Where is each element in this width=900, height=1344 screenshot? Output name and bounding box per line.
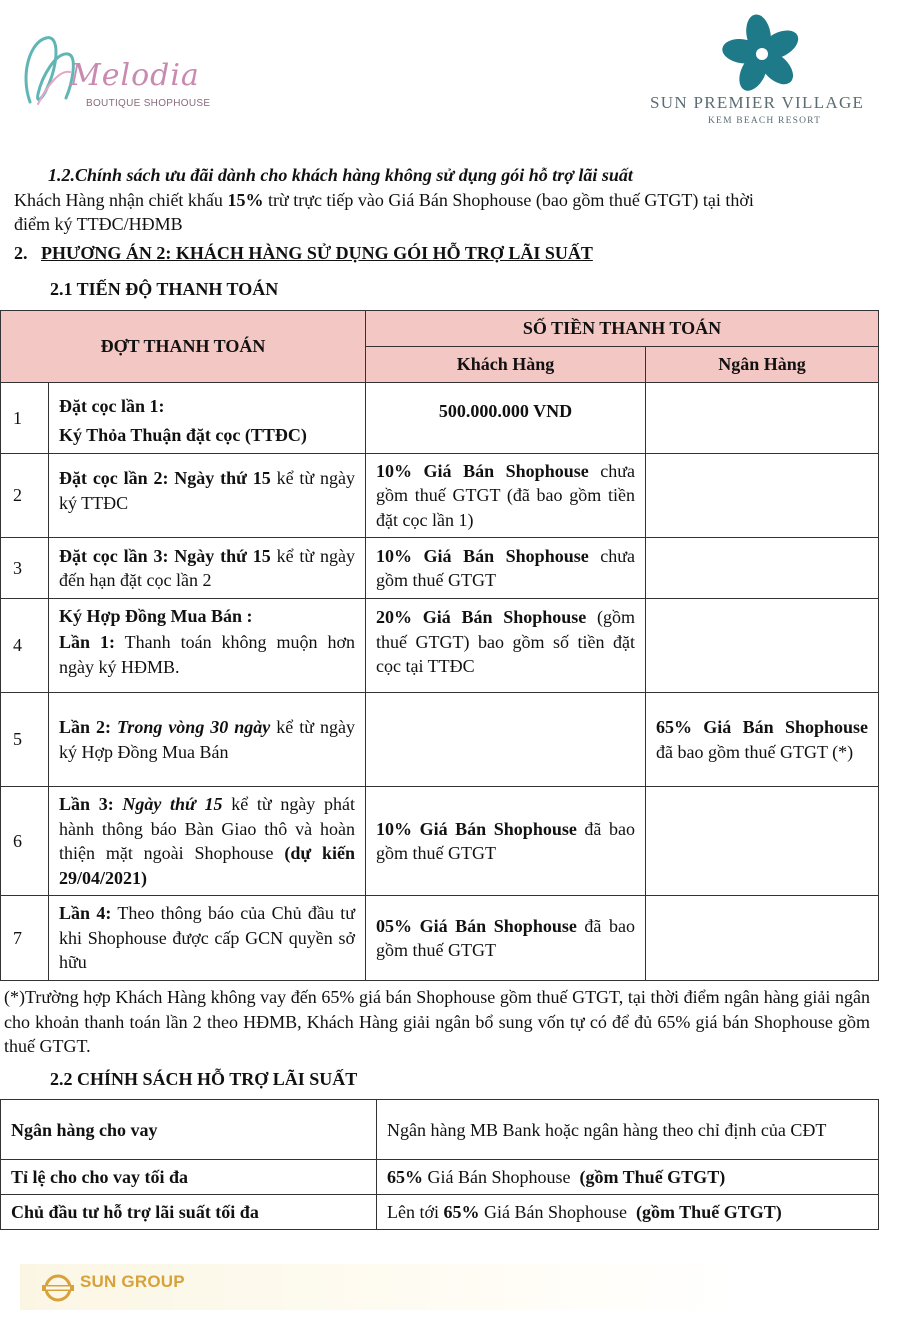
- header-customer: Khách Hàng: [366, 347, 646, 383]
- loan-value: [377, 1160, 879, 1195]
- loan-tax-note: (gồm Thuế GTGT): [579, 1167, 726, 1187]
- installment-cell: [49, 454, 366, 538]
- customer-amount: [366, 787, 646, 896]
- section-2-2-heading: 2.2 CHÍNH SÁCH HỖ TRỢ LÃI SUẤT: [50, 1069, 358, 1089]
- installment-title: Ký Hợp Đồng Mua Bán :: [59, 606, 253, 626]
- customer-amount-text: 500.000.000 VND: [438, 401, 573, 421]
- loan-value-text: Giá Bán Shophouse: [479, 1202, 637, 1222]
- installment-cell: [49, 538, 366, 599]
- loan-label: [1, 1100, 377, 1160]
- installment-cell: [49, 896, 366, 981]
- loan-label-text: Chủ đầu tư hỗ trợ lãi suất tối đa: [11, 1202, 259, 1222]
- table-row: [1, 896, 879, 981]
- melodia-wordmark: Melodia: [70, 58, 200, 93]
- loan-value-prefix: Lên tới: [387, 1202, 444, 1222]
- footnote: (*)Trường hợp Khách Hàng không vay đến 65% giá bán Shophouse gồm thuế GTGT, tại thời điểm ngân hàng giải ngân cho khoản thanh toán lần 2 theo HĐMB, Khách Hàng giải ngân bổ sung vốn tự có để đủ 65% giá bán Shophouse gồm thuế GTGT.: [4, 987, 870, 1056]
- installment-cell: [49, 787, 366, 896]
- customer-amount-text: đã bao gồm thuế GTGT: [376, 915, 635, 960]
- customer-amount: [366, 693, 646, 787]
- installment-title: Đặt cọc lần 1:: [59, 395, 165, 416]
- loan-label: [1, 1160, 377, 1195]
- installment-sub-title: Lần 1:: [59, 632, 115, 652]
- row-number: 5: [1, 693, 49, 787]
- table-row: [1, 599, 879, 693]
- row-number: 3: [1, 538, 49, 599]
- payment-schedule-table: [0, 310, 879, 981]
- section-1-2-text: [14, 188, 754, 236]
- loan-value-text: Ngân hàng MB Bank hoặc ngân hàng theo chỉ định của CĐT: [387, 1119, 827, 1140]
- section-2-heading: [14, 241, 593, 265]
- installment-desc: Theo thông báo của Chủ đầu tư khi Shophouse được cấp GCN quyền sở hữu: [59, 903, 355, 973]
- sun-group-brand: SUN GROUP: [80, 1272, 185, 1291]
- header-bank: Ngân Hàng: [646, 347, 879, 383]
- intro-text-b: trừ trực tiếp vào Giá Bán Shophouse (bao gồm thuế GTGT) tại thời: [263, 190, 754, 210]
- bank-amount-bold: 65% Giá Bán Shophouse: [656, 717, 868, 737]
- customer-amount-text: chưa gồm thuế GTGT (đã bao gồm tiền đặt cọc lần 1): [376, 460, 635, 530]
- installment-desc: kể từ ngày phát hành thông báo Bàn Giao thô và hoàn thiện mặt ngoài Shophouse: [59, 794, 355, 863]
- bank-amount: [646, 693, 879, 787]
- section-2-1-heading: 2.1 TIẾN ĐỘ THANH TOÁN: [50, 279, 279, 299]
- page-header: [0, 0, 900, 150]
- table-row: [1, 454, 879, 538]
- installment-cell: [49, 693, 366, 787]
- table-row: [1, 1160, 879, 1195]
- bank-amount: [646, 599, 879, 693]
- bank-amount: [646, 787, 879, 896]
- loan-value: [377, 1100, 879, 1160]
- row-number: 4: [1, 599, 49, 693]
- sun-premier-subtitle: KEM BEACH RESORT: [708, 116, 822, 126]
- customer-amount-bold: 10% Giá Bán Shophouse: [376, 818, 577, 839]
- table-row: [1, 693, 879, 787]
- section-2-title: PHƯƠNG ÁN 2: KHÁCH HÀNG SỬ DỤNG GÓI HỖ TRỢ LÃI SUẤT: [41, 243, 593, 263]
- installment-desc: kể từ ngày ký TTĐC: [59, 468, 355, 513]
- installment-title: Lần 2:: [59, 717, 117, 737]
- page-footer: [0, 1252, 900, 1322]
- sun-group-logo-icon: [40, 1274, 76, 1302]
- discount-percent: 15%: [227, 190, 264, 210]
- intro-text-a: Khách Hàng nhận chiết khấu: [14, 190, 228, 210]
- row-number: 7: [1, 896, 49, 981]
- header-amount: SỐ TIỀN THANH TOÁN: [366, 311, 879, 347]
- row-number: 2: [1, 454, 49, 538]
- bank-amount: [646, 538, 879, 599]
- installment-desc: kể từ ngày ký Hợp Đồng Mua Bán: [59, 717, 355, 762]
- customer-amount-text: (gồm thuế GTGT) bao gồm số tiền đặt cọc tại TTĐC: [376, 607, 635, 676]
- sun-premier-title: SUN PREMIER VILLAGE: [650, 93, 865, 112]
- customer-amount-text: đã bao gồm thuế GTGT: [376, 818, 635, 863]
- customer-amount-text: chưa gồm thuế GTGT: [376, 545, 635, 590]
- customer-amount: [366, 454, 646, 538]
- melodia-subtitle: BOUTIQUE SHOPHOUSE: [86, 98, 211, 109]
- customer-amount-bold: 10% Giá Bán Shophouse: [376, 460, 589, 481]
- customer-amount: [366, 383, 646, 454]
- installment-expected-date: (dự kiến 29/04/2021): [59, 843, 355, 888]
- loan-value: [377, 1195, 879, 1230]
- loan-percent: 65%: [443, 1202, 480, 1222]
- installment-desc: Ký Thỏa Thuận đặt cọc (TTĐC): [59, 424, 307, 445]
- bank-amount: [646, 454, 879, 538]
- installment-cell: [49, 599, 366, 693]
- row-number: 1: [1, 383, 49, 454]
- installment-title: Lần 4:: [59, 903, 112, 924]
- customer-amount: [366, 896, 646, 981]
- bank-amount-text: đã bao gồm thuế GTGT (*): [656, 741, 854, 762]
- section-2-number: 2.: [14, 243, 28, 263]
- loan-label-text: Tỉ lệ cho cho vay tối đa: [11, 1167, 189, 1187]
- table-row: [1, 787, 879, 896]
- installment-period: Trong vòng 30 ngày: [116, 717, 271, 737]
- installment-title: Đặt cọc lần 2: Ngày thứ 15: [59, 468, 271, 488]
- loan-tax-note: (gồm Thuế GTGT): [636, 1202, 782, 1222]
- loan-value-text: Giá Bán Shophouse: [423, 1167, 580, 1187]
- installment-desc: kể từ ngày đến hạn đặt cọc lần 2: [59, 545, 355, 590]
- loan-percent: 65%: [387, 1167, 423, 1187]
- table-row: [1, 383, 879, 454]
- bank-amount: [646, 896, 879, 981]
- customer-amount-bold: 10% Giá Bán Shophouse: [376, 545, 589, 566]
- installment-title: Đặt cọc lần 3: Ngày thứ 15: [59, 545, 271, 566]
- installment-cell: [49, 383, 366, 454]
- row-number: 6: [1, 787, 49, 896]
- customer-amount-bold: 05% Giá Bán Shophouse: [376, 915, 577, 936]
- header-installment: ĐỢT THANH TOÁN: [1, 311, 366, 383]
- table-row: [1, 1100, 879, 1160]
- loan-label: [1, 1195, 377, 1230]
- intro-text-line2: điểm ký TTĐC/HĐMB: [14, 214, 183, 234]
- table-row: [1, 1195, 879, 1230]
- loan-label-text: Ngân hàng cho vay: [11, 1119, 158, 1140]
- installment-title: Lần 3:: [59, 794, 123, 814]
- customer-amount: [366, 538, 646, 599]
- bank-amount: [646, 383, 879, 454]
- installment-desc: Thanh toán không muộn hơn ngày ký HĐMB.: [59, 632, 355, 677]
- table-row: [1, 538, 879, 599]
- interest-support-table: [0, 1099, 879, 1230]
- customer-amount: [366, 599, 646, 693]
- section-1-2-heading: 1.2.Chính sách ưu đãi dành cho khách hàng không sử dụng gói hỗ trợ lãi suất: [48, 165, 633, 185]
- customer-amount-bold: 20% Giá Bán Shophouse: [376, 607, 587, 627]
- installment-period: Ngày thứ 15: [122, 794, 223, 814]
